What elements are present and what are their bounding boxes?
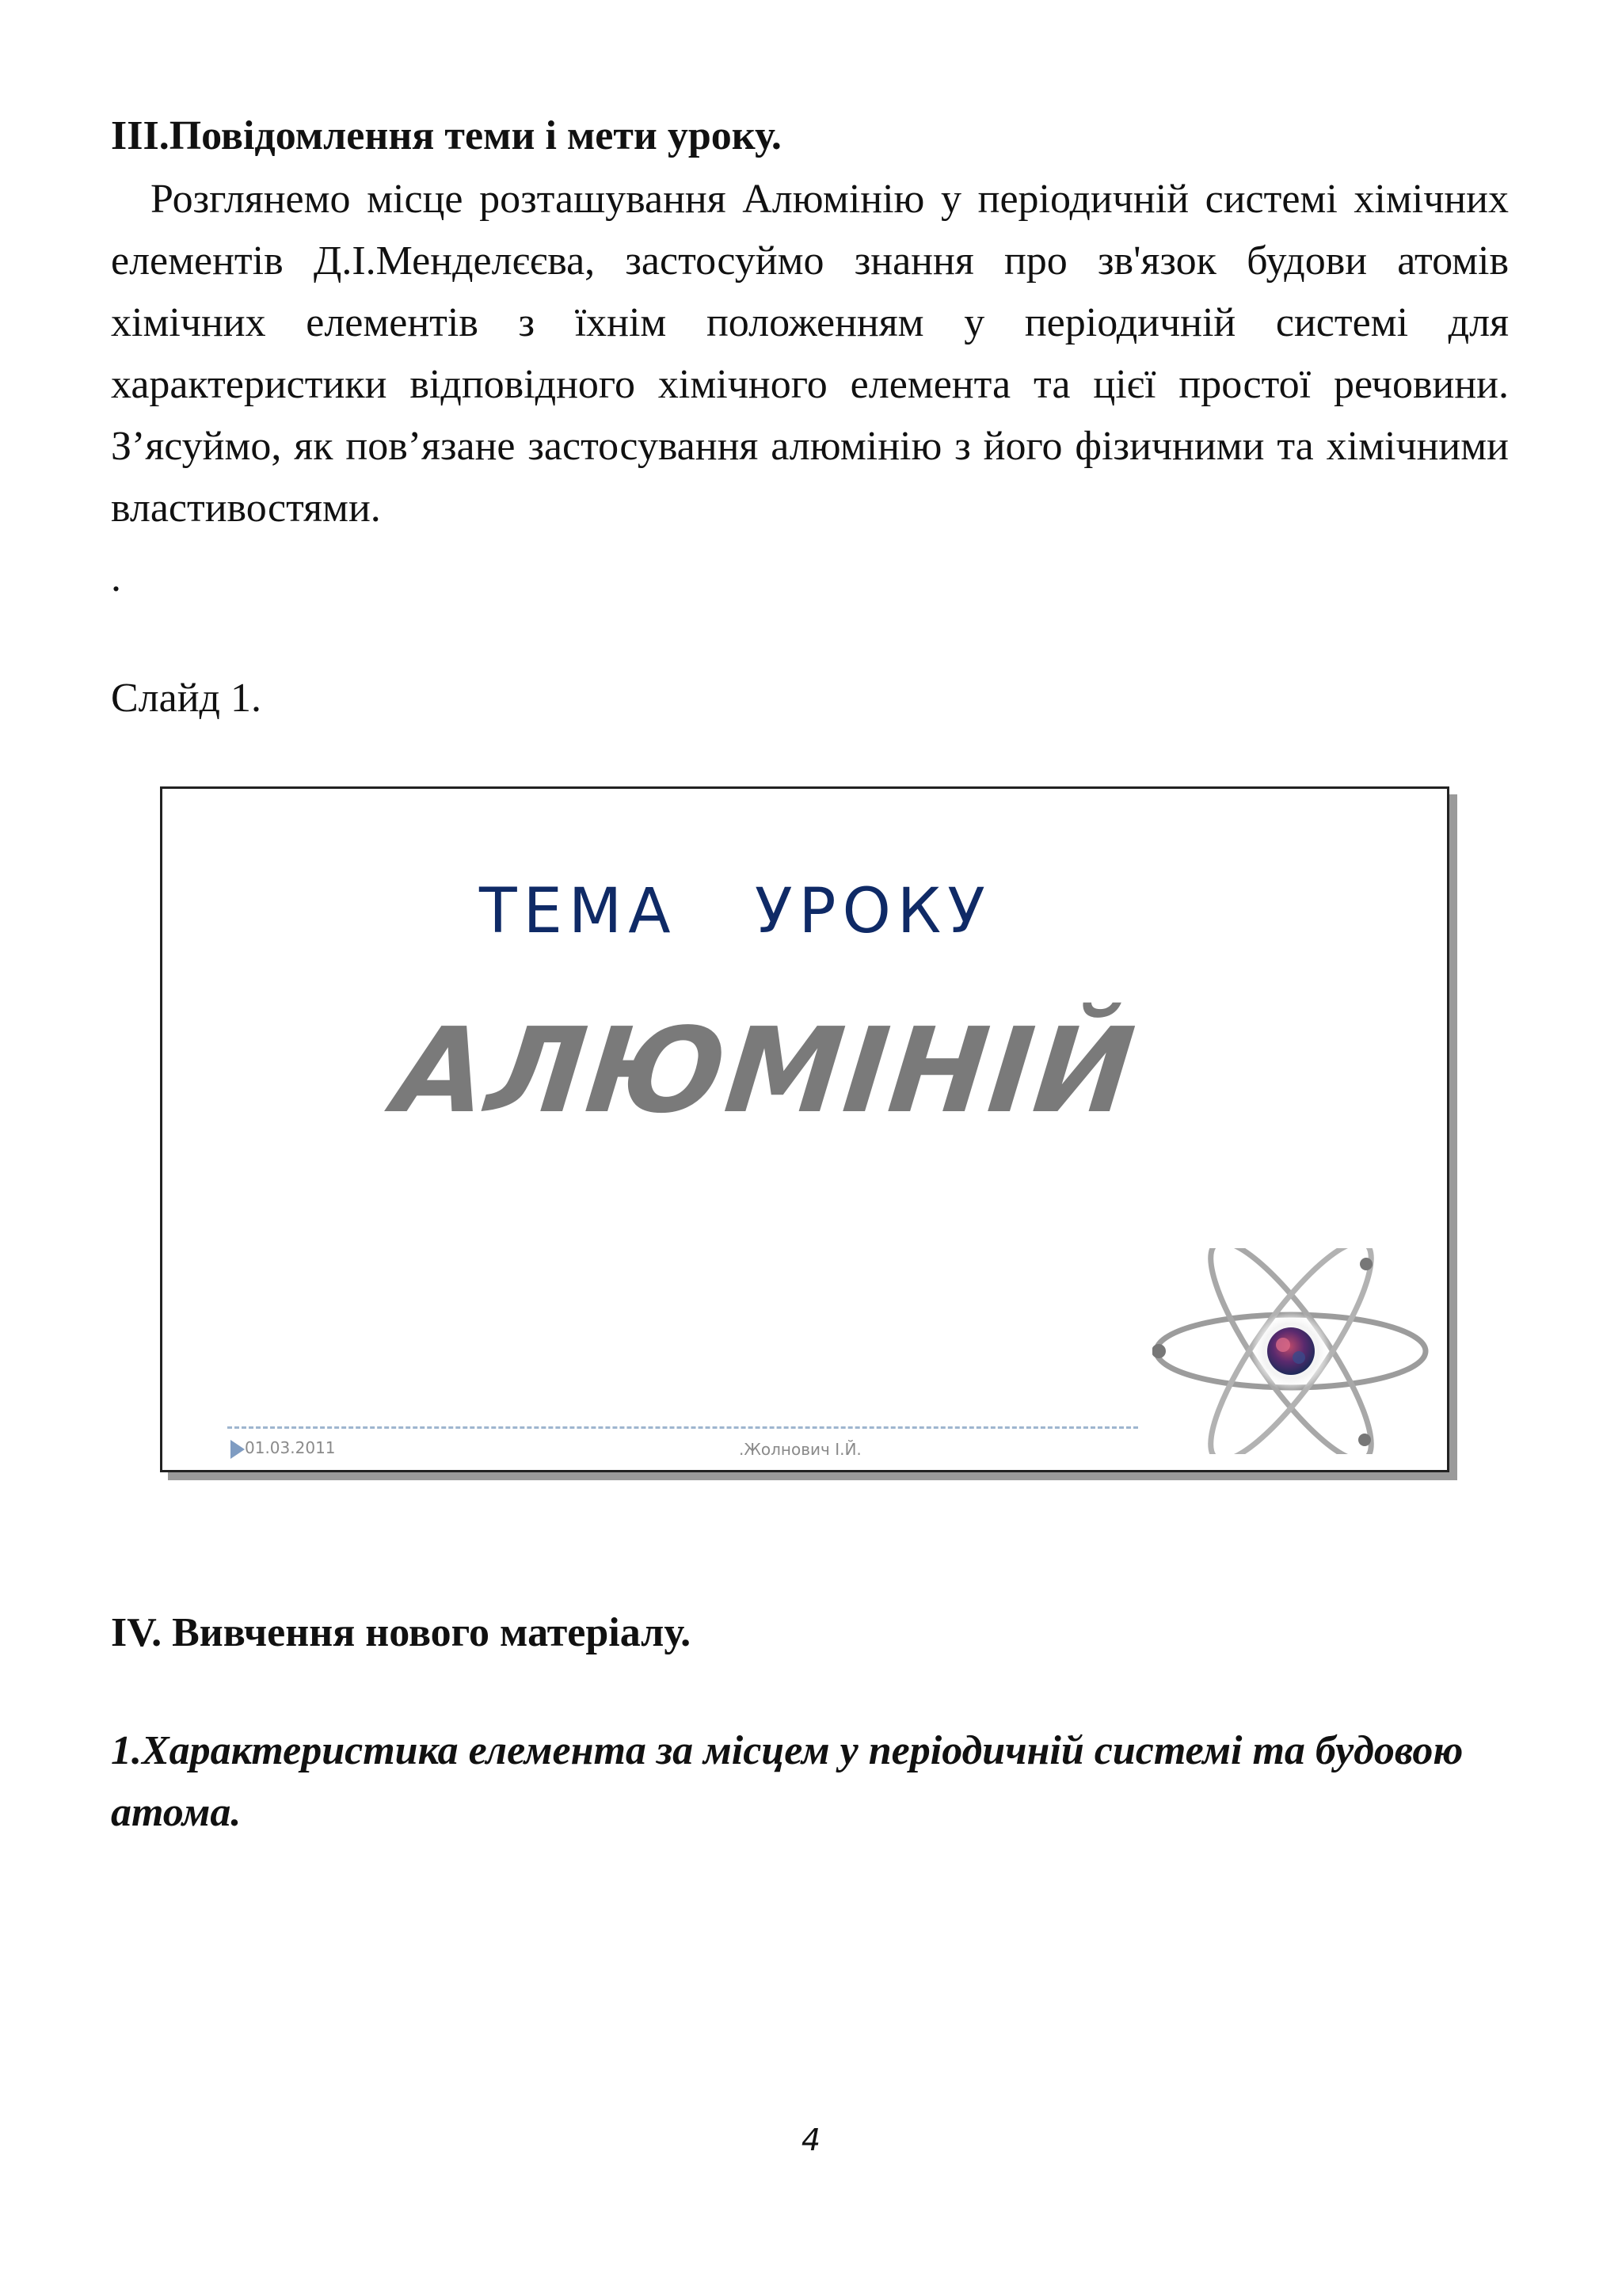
slide-date: 01.03.2011 xyxy=(245,1438,336,1457)
slide-main-text: АЛЮМІНІЙ xyxy=(388,1003,1142,1139)
slide-preview xyxy=(160,786,1449,1472)
slide-label: Слайд 1. xyxy=(111,676,261,721)
play-arrow-icon xyxy=(230,1440,245,1459)
section-heading-4: IV. Вивчення нового матеріалу. xyxy=(111,1610,691,1655)
atom-icon xyxy=(1152,1248,1430,1454)
slide-footer-divider xyxy=(227,1426,1138,1429)
slide-title: ТЕМА УРОКУ xyxy=(479,876,992,947)
intro-paragraph: Розглянемо місце розташування Алюмінію у періодичній системі хімічних елементів Д.І.Менделєєва, застосуймо знання про зв'язок будови атомів хімічних елементів з їхнім положенням у періодичній системі для характеристики відповідного хімічного елемента та цієї простої речовини. З’ясуймо, як пов’язане застосування алюмінію з його фізичними та хімічними властивостями. xyxy=(111,177,1509,531)
section-heading-3: ІІІ.Повідомлення теми і мети уроку. xyxy=(111,113,782,158)
dot-line: . xyxy=(111,555,121,600)
page-number: 4 xyxy=(801,2123,821,2157)
subsection-heading: 1.Характеристика елемента за місцем у періодичній системі та будовою атома. xyxy=(111,1728,1464,1835)
slide-author: .Жолнович І.Й. xyxy=(739,1440,862,1459)
